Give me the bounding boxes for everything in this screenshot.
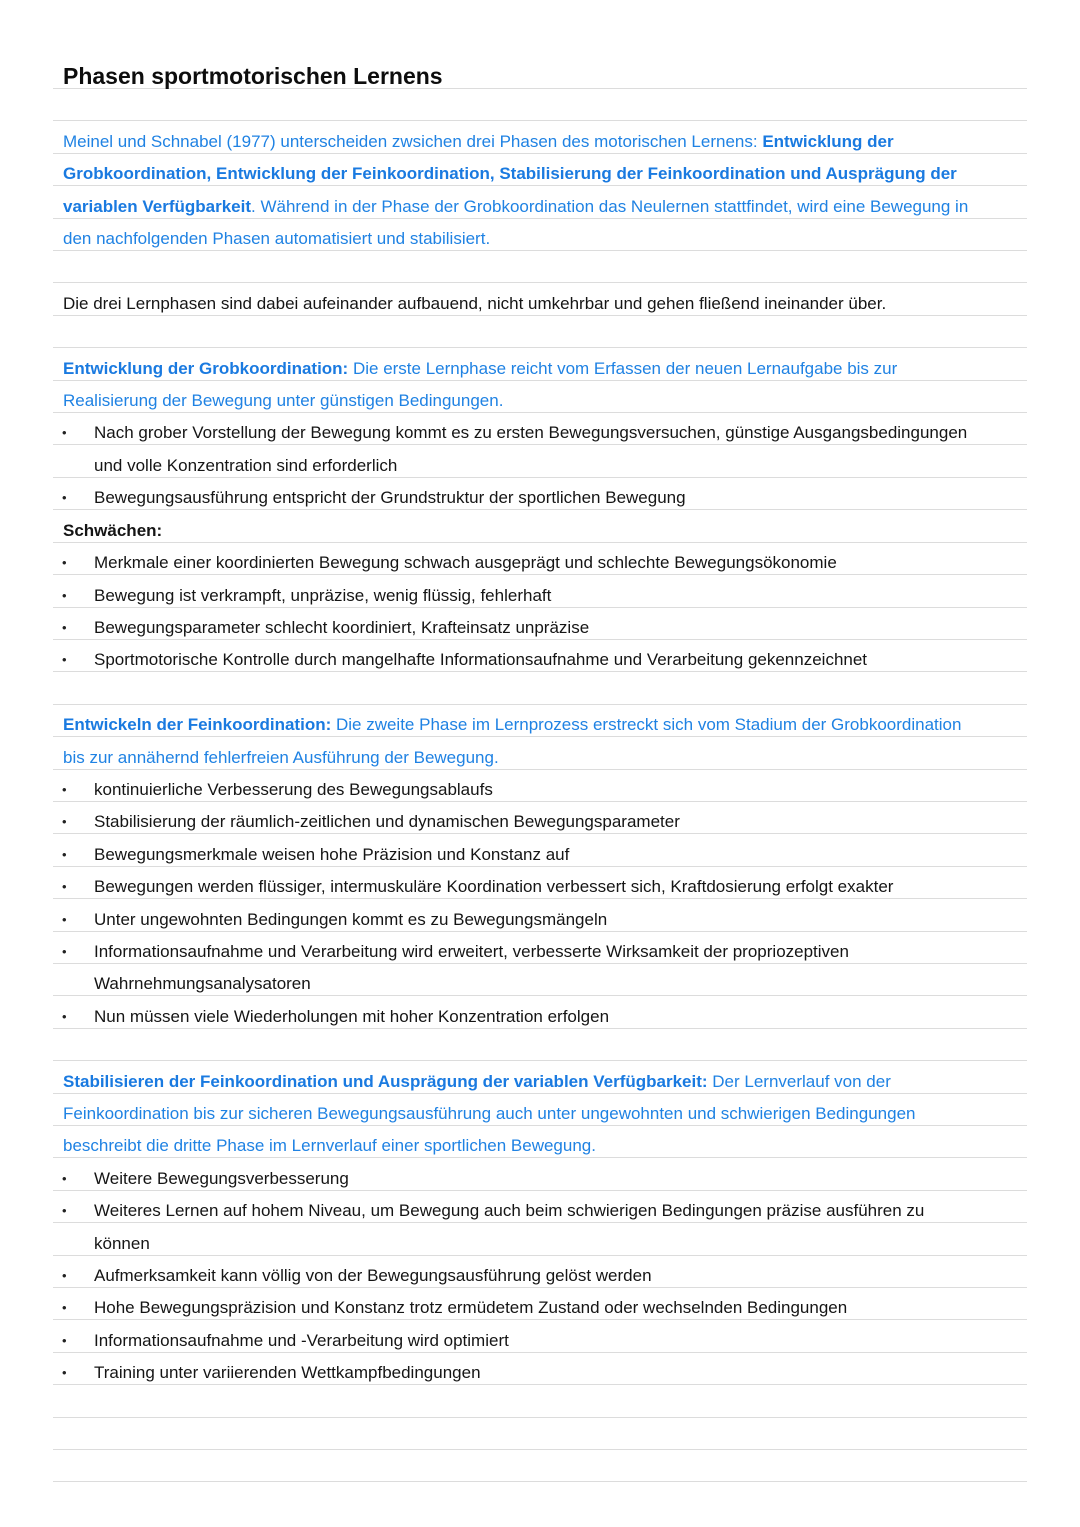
list-item-continuation <box>53 964 1027 996</box>
list-item <box>53 1353 1027 1385</box>
list-item <box>53 575 1027 607</box>
list-item-text: Weiteres Lernen auf hohem Niveau, um Bewegung auch beim schwierigen Bedingungen präzise ausführen zu <box>94 1201 925 1221</box>
bullet-icon: • <box>62 1203 67 1219</box>
phase2-description: Die zweite Phase im Lernprozess erstreckt sich vom Stadium der Grobkoordination <box>331 715 962 735</box>
list-item-text: Bewegungen werden flüssiger, intermuskuläre Koordination verbessert sich, Kraftdosierung erfolgt exakter <box>94 877 894 897</box>
list-item-text: Stabilisierung der räumlich-zeitlichen und dynamischen Bewegungsparameter <box>94 812 680 832</box>
list-item-text: Aufmerksamkeit kann völlig von der Bewegungsausführung gelöst werden <box>94 1266 652 1286</box>
list-item <box>53 1288 1027 1320</box>
phase1-description: Die erste Lernphase reicht vom Erfassen der neuen Lernaufgabe bis zur <box>348 358 898 378</box>
list-item-text: Informationsaufnahme und -Verarbeitung wird optimiert <box>94 1330 509 1350</box>
intro-text-bold: Entwicklung der <box>762 131 894 151</box>
phase2-heading-line <box>53 705 1027 737</box>
intro-text-bold: Grobkoordination, Entwicklung der Feinkoordination, Stabilisierung der Feinkoordination und Ausprägung der <box>63 164 957 184</box>
intro-line-1 <box>53 121 1027 153</box>
list-item <box>53 932 1027 964</box>
list-item <box>53 640 1027 672</box>
list-item <box>53 834 1027 866</box>
bullet-icon: • <box>62 814 67 830</box>
bullet-icon: • <box>62 619 67 635</box>
title-line <box>53 57 1027 89</box>
statement-text: Die drei Lernphasen sind dabei aufeinander aufbauend, nicht umkehrbar und gehen fließend ineinander über. <box>63 293 887 313</box>
list-item-text: Sportmotorische Kontrolle durch mangelhafte Informationsaufnahme und Verarbeitung gekennzeichnet <box>94 650 868 670</box>
statement-line <box>53 283 1027 315</box>
phase2-heading <box>63 716 961 733</box>
list-item <box>53 1256 1027 1288</box>
intro-text <box>63 133 894 150</box>
list-item-text: Nun müssen viele Wiederholungen mit hoher Konzentration erfolgen <box>94 1006 610 1026</box>
phase3-heading-bold: Stabilisieren der Feinkoordination und Ausprägung der variablen Verfügbarkeit: <box>63 1071 708 1091</box>
bullet-icon: • <box>62 1170 67 1186</box>
list-item <box>53 478 1027 510</box>
phase1-desc-line <box>53 381 1027 413</box>
weakness-label: Schwächen: <box>63 520 163 540</box>
empty-line <box>53 1029 1027 1061</box>
list-item-text: kontinuierliche Verbesserung des Bewegungsablaufs <box>94 779 493 799</box>
phase3-heading-line <box>53 1061 1027 1093</box>
intro-text-normal: . Während in der Phase der Grobkoordination das Neulernen stattfindet, wird eine Bewegung in <box>251 196 969 216</box>
list-item <box>53 413 1027 445</box>
phase2-heading-bold: Entwickeln der Feinkoordination: <box>63 715 332 735</box>
list-item-text: Weitere Bewegungsverbesserung <box>94 1168 349 1188</box>
bullet-icon: • <box>62 425 67 441</box>
bullet-icon: • <box>62 943 67 959</box>
intro-text-normal: Meinel und Schnabel (1977) unterscheiden zwsichen drei Phasen des motorischen Lernens: <box>63 131 763 151</box>
phase1-heading-line <box>53 348 1027 380</box>
list-item-text: Unter ungewohnten Bedingungen kommt es zu Bewegungsmängeln <box>94 909 608 929</box>
page-title: Phasen sportmotorischen Lernens <box>63 63 443 89</box>
bullet-icon: • <box>62 846 67 862</box>
empty-line <box>53 1418 1027 1450</box>
phase3-desc-line <box>53 1094 1027 1126</box>
intro-text-bold: variablen Verfügbarkeit <box>63 196 252 216</box>
list-item-text: Bewegung ist verkrampft, unpräzise, wenig flüssig, fehlerhaft <box>94 585 552 605</box>
list-item-text: Informationsaufnahme und Verarbeitung wird erweitert, verbesserte Wirksamkeit der propriozeptiven <box>94 941 849 961</box>
empty-line <box>53 672 1027 704</box>
list-item-text: Merkmale einer koordinierten Bewegung schwach ausgeprägt und schlechte Bewegungsökonomie <box>94 553 837 573</box>
list-item <box>53 802 1027 834</box>
list-item-text: Bewegungsmerkmale weisen hohe Präzision und Konstanz auf <box>94 844 570 864</box>
phase3-description: Feinkoordination bis zur sicheren Bewegungsausführung auch unter ungewohnten und schwierigen Bedingungen <box>63 1104 916 1123</box>
list-item <box>53 1320 1027 1352</box>
weakness-label-line <box>53 510 1027 542</box>
list-item-text: Hohe Bewegungspräzision und Konstanz trotz ermüdetem Zustand oder wechselnden Bedingungen <box>94 1298 848 1318</box>
phase3-description: Der Lernverlauf von der <box>707 1071 891 1091</box>
empty-line <box>53 316 1027 348</box>
phase1-heading <box>63 360 897 377</box>
empty-line <box>53 1385 1027 1417</box>
list-item <box>53 770 1027 802</box>
intro-line-4 <box>53 219 1027 251</box>
bullet-icon: • <box>62 1332 67 1348</box>
list-item-text: Wahrnehmungsanalysatoren <box>94 974 311 994</box>
list-item <box>53 899 1027 931</box>
bullet-icon: • <box>62 1268 67 1284</box>
phase2-desc-line <box>53 737 1027 769</box>
list-item-text: Bewegungsparameter schlecht koordiniert, Krafteinsatz unpräzise <box>94 617 590 637</box>
bullet-icon: • <box>62 1008 67 1024</box>
list-item <box>53 867 1027 899</box>
list-item-continuation <box>53 1223 1027 1255</box>
bullet-icon: • <box>62 879 67 895</box>
bullet-icon: • <box>62 1300 67 1316</box>
lined-document-page <box>53 57 1027 1483</box>
phase1-description: Realisierung der Bewegung unter günstigen Bedingungen. <box>63 391 504 411</box>
bullet-icon: • <box>62 555 67 571</box>
phase1-heading-bold: Entwicklung der Grobkoordination: <box>63 358 349 378</box>
intro-text <box>63 198 968 215</box>
intro-text: den nachfolgenden Phasen automatisiert und stabilisiert. <box>63 229 491 249</box>
list-item-text: Nach grober Vorstellung der Bewegung kommt es zu ersten Bewegungsversuchen, günstige Ausgangsbedingungen <box>94 423 968 443</box>
bullet-icon: • <box>62 652 67 668</box>
intro-line-2 <box>53 154 1027 186</box>
list-item-text: Training unter variierenden Wettkampfbedingungen <box>94 1363 481 1383</box>
phase3-desc-line <box>53 1126 1027 1158</box>
list-item <box>53 1158 1027 1190</box>
empty-line <box>53 1450 1027 1482</box>
empty-line <box>53 251 1027 283</box>
bullet-icon: • <box>62 911 67 927</box>
intro-line-3 <box>53 186 1027 218</box>
list-item <box>53 543 1027 575</box>
empty-line <box>53 89 1027 121</box>
list-item <box>53 1191 1027 1223</box>
list-item-text: Bewegungsausführung entspricht der Grundstruktur der sportlichen Bewegung <box>94 488 686 508</box>
list-item-text: können <box>94 1233 150 1253</box>
bullet-icon: • <box>62 490 67 506</box>
list-item <box>53 608 1027 640</box>
list-item-text: und volle Konzentration sind erforderlich <box>94 455 398 475</box>
phase3-heading <box>63 1073 891 1090</box>
list-item-continuation <box>53 445 1027 477</box>
phase3-description: beschreibt die dritte Phase im Lernverlauf einer sportlichen Bewegung. <box>63 1136 596 1156</box>
bullet-icon: • <box>62 1365 67 1381</box>
phase2-description: bis zur annähernd fehlerfreien Ausführung der Bewegung. <box>63 747 499 767</box>
intro-text <box>63 165 957 182</box>
list-item <box>53 996 1027 1028</box>
bullet-icon: • <box>62 587 67 603</box>
bullet-icon: • <box>62 781 67 797</box>
